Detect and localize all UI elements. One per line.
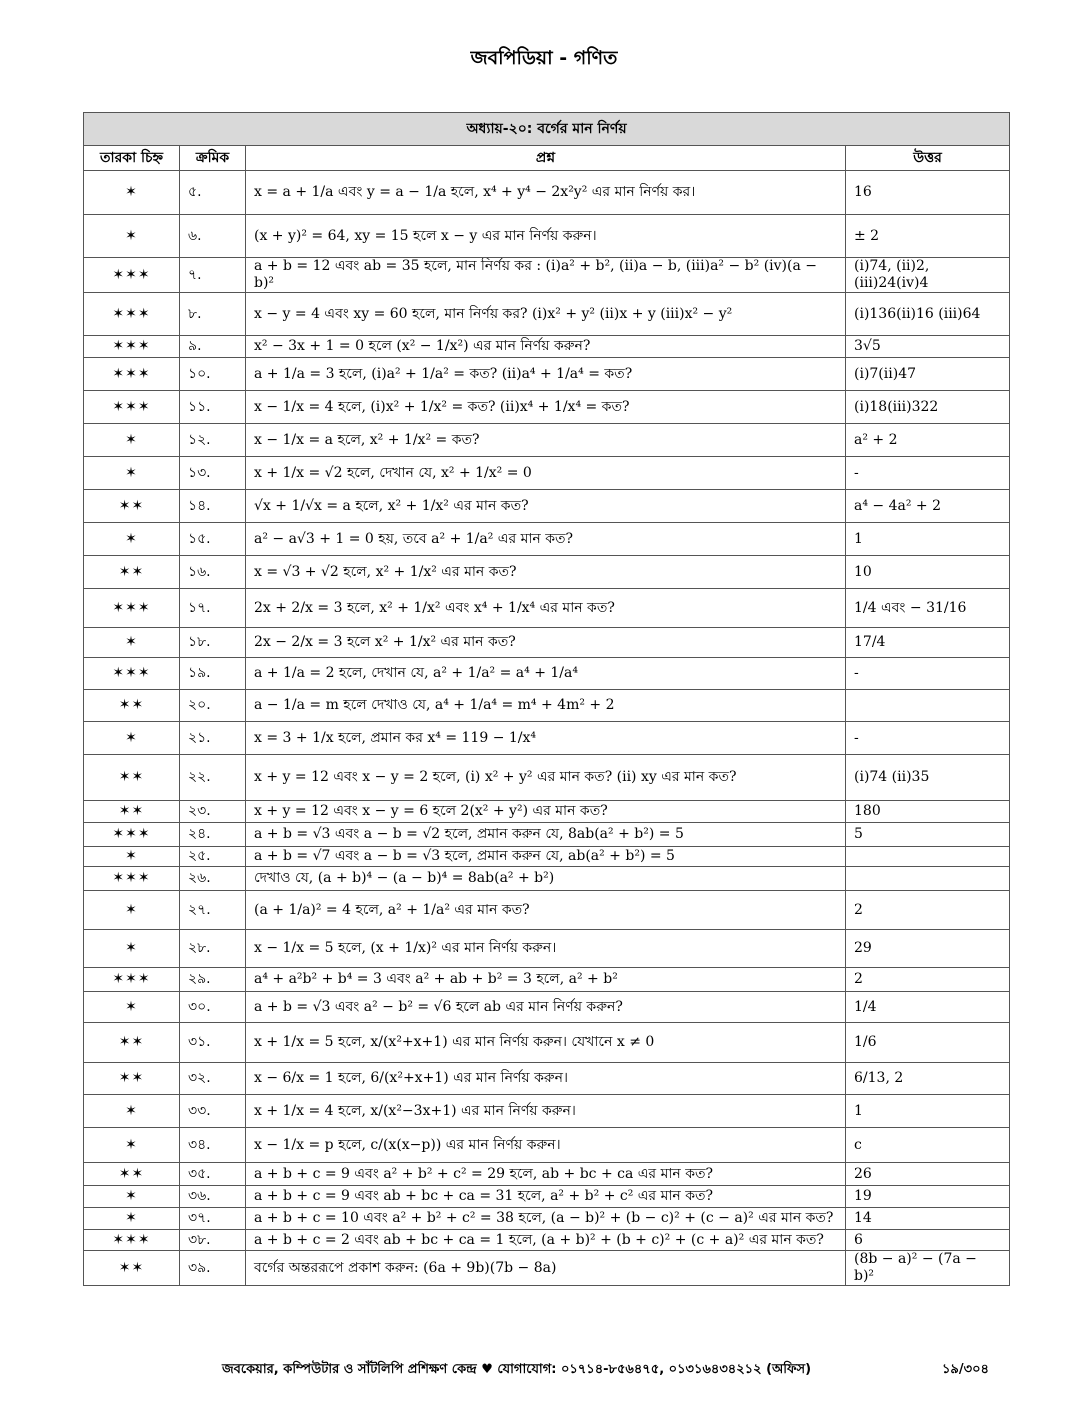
- row-answer: 6: [846, 1230, 1010, 1251]
- row-answer: ± 2: [846, 215, 1010, 258]
- row-question: a + b = 12 এবং ab = 35 হলে, মান নির্ণয় কর : (i)a² + b², (ii)a − b, (iii)a² − b² (iv)(a − b)²: [246, 258, 846, 293]
- row-question: a⁴ + a²b² + b⁴ = 3 এবং a² + ab + b² = 3 হলে, a² + b²: [246, 968, 846, 992]
- table-row: [84, 968, 1010, 992]
- table-row: [84, 1095, 1010, 1128]
- row-serial: ৩৭.: [180, 1208, 246, 1230]
- table-row: [84, 1230, 1010, 1251]
- row-serial: ৩৮.: [180, 1230, 246, 1251]
- table-row: [84, 336, 1010, 358]
- row-stars: ✶✶: [84, 1251, 180, 1286]
- row-question: x − 1/x = p হলে, c/(x(x−p)) এর মান নির্ণয় করুন।: [246, 1128, 846, 1163]
- table-row: [84, 930, 1010, 968]
- row-serial: ২৬.: [180, 867, 246, 891]
- row-answer: c: [846, 1128, 1010, 1163]
- row-question: x + 1/x = 5 হলে, x/(x²+x+1) এর মান নির্ণয় করুন। যেখানে x ≠ 0: [246, 1023, 846, 1063]
- table-row: [84, 1186, 1010, 1208]
- question-table: [83, 112, 1010, 1286]
- row-answer: 180: [846, 801, 1010, 823]
- row-question: a + b + c = 2 এবং ab + bc + ca = 1 হলে, (a + b)² + (b + c)² + (c + a)² এর মান কত?: [246, 1230, 846, 1251]
- row-answer: 5: [846, 823, 1010, 847]
- row-stars: ✶: [84, 1208, 180, 1230]
- row-serial: ২৪.: [180, 823, 246, 847]
- row-question: x + y = 12 এবং x − y = 6 হলে 2(x² + y²) এর মান কত?: [246, 801, 846, 823]
- row-question: a + b + c = 10 এবং a² + b² + c² = 38 হলে, (a − b)² + (b − c)² + (c − a)² এর মান কত?: [246, 1208, 846, 1230]
- row-serial: ৯.: [180, 336, 246, 358]
- row-stars: ✶✶: [84, 490, 180, 523]
- row-serial: ১৫.: [180, 523, 246, 556]
- row-serial: ১৯.: [180, 658, 246, 690]
- row-serial: ১৮.: [180, 628, 246, 658]
- row-question: x − 1/x = 5 হলে, (x + 1/x)² এর মান নির্ণয় করুন।: [246, 930, 846, 968]
- row-answer: 26: [846, 1163, 1010, 1186]
- row-stars: ✶✶: [84, 755, 180, 801]
- row-question: a² − a√3 + 1 = 0 হয়, তবে a² + 1/a² এর মান কত?: [246, 523, 846, 556]
- table-row: [84, 293, 1010, 336]
- row-question: x = a + 1/a এবং y = a − 1/a হলে, x⁴ + y⁴ − 2x²y² এর মান নির্ণয় কর।: [246, 171, 846, 215]
- row-stars: ✶: [84, 215, 180, 258]
- row-serial: ২২.: [180, 755, 246, 801]
- row-stars: ✶✶✶: [84, 293, 180, 336]
- row-serial: ২০.: [180, 690, 246, 722]
- table-row: [84, 847, 1010, 867]
- row-answer: 1/4 এবং − 31/16: [846, 589, 1010, 628]
- row-stars: ✶: [84, 930, 180, 968]
- table-body: [84, 171, 1010, 1286]
- table-row: [84, 1163, 1010, 1186]
- row-answer: 1/6: [846, 1023, 1010, 1063]
- row-answer: 2: [846, 891, 1010, 930]
- row-question: 2x − 2/x = 3 হলে x² + 1/x² এর মান কত?: [246, 628, 846, 658]
- table-row: [84, 1208, 1010, 1230]
- row-stars: ✶: [84, 891, 180, 930]
- row-serial: ৩৪.: [180, 1128, 246, 1163]
- row-stars: ✶✶✶: [84, 258, 180, 293]
- table-row: [84, 1063, 1010, 1095]
- row-answer: 1/4: [846, 992, 1010, 1023]
- row-answer: (i)18(iii)322: [846, 391, 1010, 424]
- row-serial: ৩০.: [180, 992, 246, 1023]
- row-answer: (i)74 (ii)35: [846, 755, 1010, 801]
- row-stars: ✶✶✶: [84, 358, 180, 391]
- row-serial: ৩৬.: [180, 1186, 246, 1208]
- row-stars: ✶✶: [84, 1063, 180, 1095]
- row-stars: ✶✶: [84, 690, 180, 722]
- table-row: [84, 556, 1010, 589]
- page-number: ১৯/৩০৪: [942, 1362, 989, 1377]
- row-question: দেখাও যে, (a + b)⁴ − (a − b)⁴ = 8ab(a² + b²): [246, 867, 846, 891]
- row-answer: 16: [846, 171, 1010, 215]
- row-question: x + y = 12 এবং x − y = 2 হলে, (i) x² + y² এর মান কত? (ii) xy এর মান কত?: [246, 755, 846, 801]
- row-answer: 17/4: [846, 628, 1010, 658]
- row-answer: -: [846, 722, 1010, 755]
- row-answer: 1: [846, 1095, 1010, 1128]
- table-row: [84, 823, 1010, 847]
- row-serial: ১৪.: [180, 490, 246, 523]
- row-question: x − 1/x = 4 হলে, (i)x² + 1/x² = কত? (ii)x⁴ + 1/x⁴ = কত?: [246, 391, 846, 424]
- table-row: [84, 801, 1010, 823]
- row-stars: ✶✶✶: [84, 823, 180, 847]
- row-stars: ✶✶✶: [84, 658, 180, 690]
- row-stars: ✶✶✶: [84, 336, 180, 358]
- row-serial: ৩৯.: [180, 1251, 246, 1286]
- row-answer: (i)136(ii)16 (iii)64: [846, 293, 1010, 336]
- table-row: [84, 1251, 1010, 1286]
- table-row: [84, 457, 1010, 490]
- row-question: x + 1/x = √2 হলে, দেখান যে, x² + 1/x² = 0: [246, 457, 846, 490]
- row-question: a + 1/a = 2 হলে, দেখান যে, a² + 1/a² = a⁴ + 1/a⁴: [246, 658, 846, 690]
- row-answer: [846, 847, 1010, 867]
- table-row: [84, 867, 1010, 891]
- table-row: [84, 424, 1010, 457]
- row-answer: 19: [846, 1186, 1010, 1208]
- row-serial: ৬.: [180, 215, 246, 258]
- table-row: [84, 258, 1010, 293]
- row-serial: ১২.: [180, 424, 246, 457]
- chapter-title: অধ্যায়-২০: বর্গের মান নির্ণয়: [84, 113, 1010, 146]
- row-serial: ৭.: [180, 258, 246, 293]
- row-serial: ১১.: [180, 391, 246, 424]
- table-row: [84, 490, 1010, 523]
- row-serial: ৩৫.: [180, 1163, 246, 1186]
- row-stars: ✶✶✶: [84, 867, 180, 891]
- row-question: x = √3 + √2 হলে, x² + 1/x² এর মান কত?: [246, 556, 846, 589]
- row-answer: a⁴ − 4a² + 2: [846, 490, 1010, 523]
- row-answer: -: [846, 457, 1010, 490]
- table-row: [84, 755, 1010, 801]
- row-answer: 14: [846, 1208, 1010, 1230]
- row-stars: ✶: [84, 424, 180, 457]
- table-row: [84, 891, 1010, 930]
- table-row: [84, 658, 1010, 690]
- row-stars: ✶: [84, 1095, 180, 1128]
- row-question: বর্গের অন্তররূপে প্রকাশ করুন: (6a + 9b)(7b − 8a): [246, 1251, 846, 1286]
- row-serial: ২১.: [180, 722, 246, 755]
- row-answer: 1: [846, 523, 1010, 556]
- row-question: (x + y)² = 64, xy = 15 হলে x − y এর মান নির্ণয় করুন।: [246, 215, 846, 258]
- row-stars: ✶✶: [84, 556, 180, 589]
- row-stars: ✶✶✶: [84, 589, 180, 628]
- row-serial: ১৭.: [180, 589, 246, 628]
- row-question: a + b = √3 এবং a² − b² = √6 হলে ab এর মান নির্ণয় করুন?: [246, 992, 846, 1023]
- column-header-serial: ক্রমিক: [180, 146, 246, 171]
- row-question: x − y = 4 এবং xy = 60 হলে, মান নির্ণয় কর? (i)x² + y² (ii)x + y (iii)x² − y²: [246, 293, 846, 336]
- row-stars: ✶✶: [84, 1023, 180, 1063]
- row-question: x = 3 + 1/x হলে, প্রমান কর x⁴ = 119 − 1/x⁴: [246, 722, 846, 755]
- row-question: a + b + c = 9 এবং a² + b² + c² = 29 হলে, ab + bc + ca এর মান কত?: [246, 1163, 846, 1186]
- row-serial: ২৭.: [180, 891, 246, 930]
- row-answer: [846, 867, 1010, 891]
- row-question: a + b = √7 এবং a − b = √3 হলে, প্রমান করুন যে, ab(a² + b²) = 5: [246, 847, 846, 867]
- row-serial: ২৫.: [180, 847, 246, 867]
- row-serial: ১০.: [180, 358, 246, 391]
- row-answer: 10: [846, 556, 1010, 589]
- row-stars: ✶✶: [84, 801, 180, 823]
- row-stars: ✶: [84, 171, 180, 215]
- row-answer: (i)74, (ii)2, (iii)24(iv)4: [846, 258, 1010, 293]
- row-answer: 6/13, 2: [846, 1063, 1010, 1095]
- row-serial: ১৬.: [180, 556, 246, 589]
- row-question: a + 1/a = 3 হলে, (i)a² + 1/a² = কত? (ii)a⁴ + 1/a⁴ = কত?: [246, 358, 846, 391]
- row-question: (a + 1/a)² = 4 হলে, a² + 1/a² এর মান কত?: [246, 891, 846, 930]
- row-question: a + b + c = 9 এবং ab + bc + ca = 31 হলে, a² + b² + c² এর মান কত?: [246, 1186, 846, 1208]
- table-row: [84, 1128, 1010, 1163]
- table-row: [84, 358, 1010, 391]
- table-row: [84, 690, 1010, 722]
- row-serial: ২৯.: [180, 968, 246, 992]
- row-stars: ✶✶✶: [84, 968, 180, 992]
- row-serial: ৩৩.: [180, 1095, 246, 1128]
- row-serial: ৫.: [180, 171, 246, 215]
- table-row: [84, 523, 1010, 556]
- row-stars: ✶✶: [84, 1163, 180, 1186]
- row-serial: ৩২.: [180, 1063, 246, 1095]
- page-header-title: জবপিডিয়া - গণিত: [470, 47, 618, 69]
- row-stars: ✶: [84, 457, 180, 490]
- table-row: [84, 1023, 1010, 1063]
- row-stars: ✶: [84, 847, 180, 867]
- table-row: [84, 722, 1010, 755]
- row-question: x² − 3x + 1 = 0 হলে (x² − 1/x²) এর মান নির্ণয় করুন?: [246, 336, 846, 358]
- row-serial: ২৩.: [180, 801, 246, 823]
- column-header-question: প্রশ্ন: [246, 146, 846, 171]
- table-row: [84, 215, 1010, 258]
- row-question: x − 6/x = 1 হলে, 6/(x²+x+1) এর মান নির্ণয় করুন।: [246, 1063, 846, 1095]
- column-header-answer: উত্তর: [846, 146, 1010, 171]
- row-answer: -: [846, 658, 1010, 690]
- table-row: [84, 391, 1010, 424]
- row-question: 2x + 2/x = 3 হলে, x² + 1/x² এবং x⁴ + 1/x⁴ এর মান কত?: [246, 589, 846, 628]
- row-question: √x + 1/√x = a হলে, x² + 1/x² এর মান কত?: [246, 490, 846, 523]
- row-stars: ✶: [84, 1186, 180, 1208]
- table-row: [84, 589, 1010, 628]
- row-stars: ✶: [84, 628, 180, 658]
- row-question: x + 1/x = 4 হলে, x/(x²−3x+1) এর মান নির্ণয় করুন।: [246, 1095, 846, 1128]
- row-stars: ✶: [84, 1128, 180, 1163]
- column-header-stars: তারকা চিহ্ন: [84, 146, 180, 171]
- row-answer: a² + 2: [846, 424, 1010, 457]
- row-answer: [846, 690, 1010, 722]
- row-serial: ৮.: [180, 293, 246, 336]
- row-answer: 3√5: [846, 336, 1010, 358]
- table-row: [84, 171, 1010, 215]
- row-question: a − 1/a = m হলে দেখাও যে, a⁴ + 1/a⁴ = m⁴ + 4m² + 2: [246, 690, 846, 722]
- row-answer: 29: [846, 930, 1010, 968]
- row-stars: ✶✶✶: [84, 1230, 180, 1251]
- table-row: [84, 628, 1010, 658]
- row-stars: ✶: [84, 523, 180, 556]
- row-stars: ✶: [84, 992, 180, 1023]
- row-answer: 2: [846, 968, 1010, 992]
- row-serial: ৩১.: [180, 1023, 246, 1063]
- table-row: [84, 992, 1010, 1023]
- row-stars: ✶: [84, 722, 180, 755]
- row-answer: (8b − a)² − (7a − b)²: [846, 1251, 1010, 1286]
- row-serial: ২৮.: [180, 930, 246, 968]
- row-serial: ১৩.: [180, 457, 246, 490]
- row-answer: (i)7(ii)47: [846, 358, 1010, 391]
- row-stars: ✶✶✶: [84, 391, 180, 424]
- row-question: x − 1/x = a হলে, x² + 1/x² = কত?: [246, 424, 846, 457]
- row-question: a + b = √3 এবং a − b = √2 হলে, প্রমান করুন যে, 8ab(a² + b²) = 5: [246, 823, 846, 847]
- footer-contact-text: জবকেয়ার, কম্পিউটার ও সাঁটলিপি প্রশিক্ষণ কেন্দ্র ♥ যোগাযোগ: ০১৭১৪-৮৫৬৪৭৫, ০১৩১৬৪৩৪২১২ (অফিস): [222, 1362, 812, 1377]
